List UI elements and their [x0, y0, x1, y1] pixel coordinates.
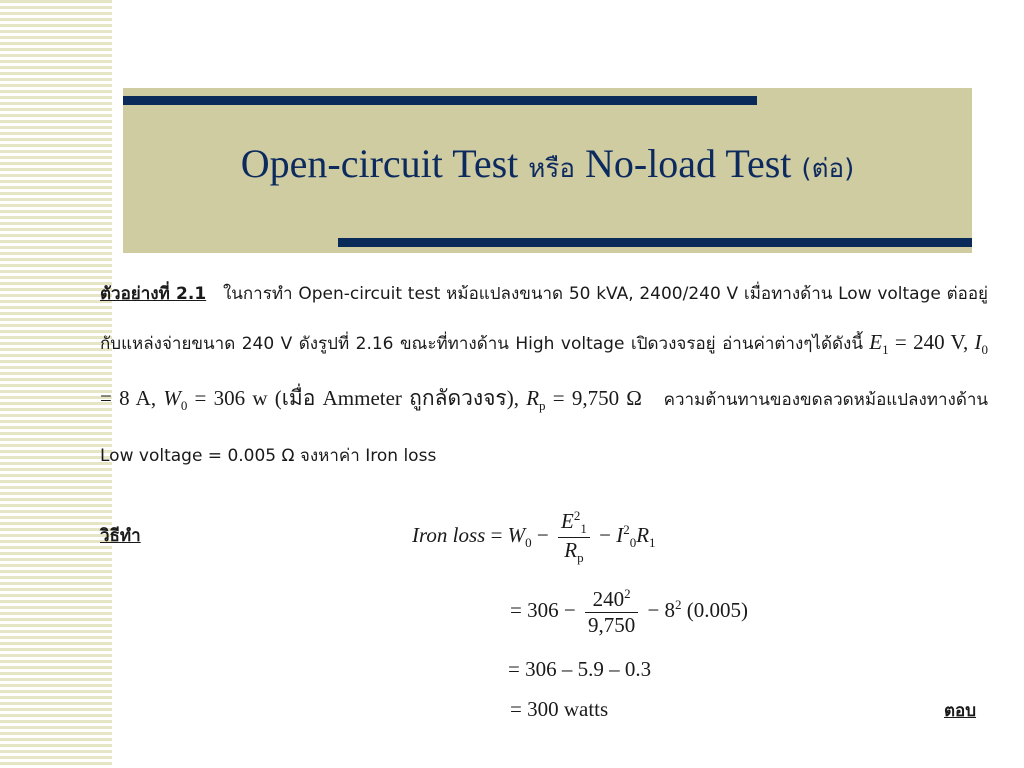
example-heading: ตัวอย่างที่ 2.1 [100, 284, 207, 304]
method-label: วิธีทำ [100, 526, 141, 546]
solution-step-3: = 300 watts [510, 697, 609, 721]
decorative-stripes [0, 0, 112, 768]
title-bar-bottom [338, 238, 972, 247]
solution-step-1: = 306 − $\frac{240^2}{9,750}$ − $8^2$ (0.005) [510, 586, 749, 637]
example-paragraph: ตัวอย่างที่ 2.1 ในการทำ Open-circuit test หม้อแปลงขนาด 50 kVA, 2400/240 V เมื่อทางด้าน Low voltage ต่ออยู่กับแหล่งจ่ายขนาด 240 V ดังรูปที่ 2.16 ขณะที่ทางด้าน High voltage เปิดวงจรอยู่ อ่านค่าต่างๆได้ดังนี้ $E_1 = 240$ V, $I_0 = 8$ A, $W_0 = 306$ w (เมื่อ Ammeter ถูกลัดวงจร), $R_p = 9,750$ Ω ความต้านทานของขดลวดหม้อแปลงทางด้าน Low voltage = 0.005 Ω จงหาค่า Iron loss [100, 284, 989, 467]
iron-loss-formula: Iron loss = $W_0$ − $\frac{E^2_1}{R_p}$ − $I^2_0R_1$ [412, 508, 656, 566]
title-bar-top [123, 96, 757, 105]
solution-step-2: = 306 – 5.9 – 0.3 [508, 657, 652, 681]
answer-label: ตอบ [944, 701, 977, 721]
slide-title: Open-circuit Test หรือ No-load Test (ต่อ) [240, 141, 855, 186]
